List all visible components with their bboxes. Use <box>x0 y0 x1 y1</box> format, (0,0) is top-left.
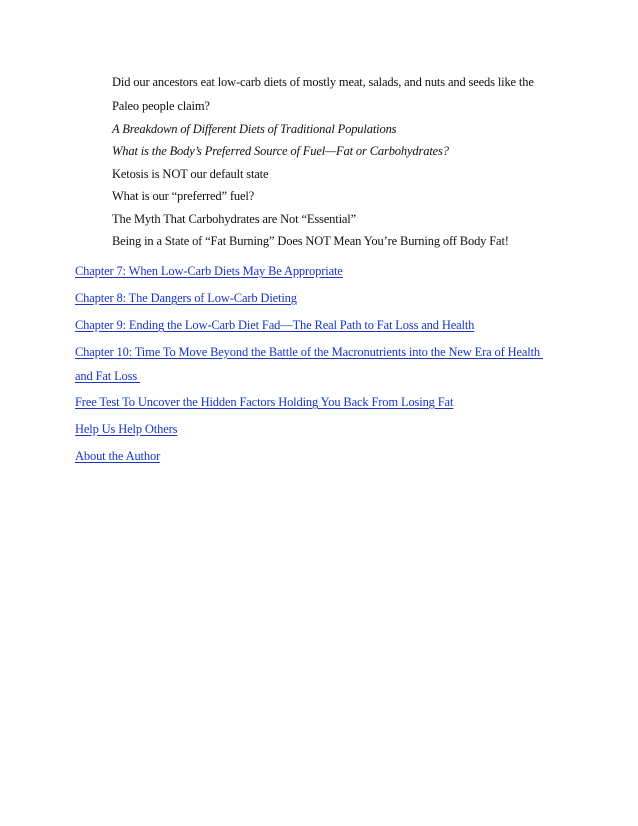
toc-subsection: Paleo people claim? <box>112 99 210 113</box>
toc-subsection: Did our ancestors eat low-carb diets of mostly meat, salads, and nuts and seeds like the <box>112 75 534 89</box>
toc-link-free-test[interactable]: Free Test To Uncover the Hidden Factors Holding You Back From Losing Fat <box>75 395 454 409</box>
toc-subsection: What is our “preferred” fuel? <box>112 189 255 203</box>
toc-link-chapter-8[interactable]: Chapter 8: The Dangers of Low-Carb Dieting <box>75 291 297 305</box>
toc-subsection: The Myth That Carbohydrates are Not “Essential” <box>112 212 357 226</box>
toc-link-chapter-10[interactable]: Chapter 10: Time To Move Beyond the Battle of the Macronutrients into the New Era of Health <box>75 345 543 359</box>
toc-subsection: A Breakdown of Different Diets of Traditional Populations <box>112 122 397 136</box>
toc-link-chapter-9[interactable]: Chapter 9: Ending the Low-Carb Diet Fad—The Real Path to Fat Loss and Health <box>75 318 475 332</box>
toc-link-about-author[interactable]: About the Author <box>75 449 161 463</box>
toc-subsection: What is the Body’s Preferred Source of Fuel—Fat or Carbohydrates? <box>112 144 449 158</box>
toc-link-help-us[interactable]: Help Us Help Others <box>75 422 178 436</box>
toc-link-chapter-10-continued[interactable]: and Fat Loss <box>75 369 141 383</box>
toc-subsection: Being in a State of “Fat Burning” Does NOT Mean You’re Burning off Body Fat! <box>112 234 509 248</box>
toc-subsection: Ketosis is NOT our default state <box>112 167 269 181</box>
toc-link-chapter-7[interactable]: Chapter 7: When Low-Carb Diets May Be Appropriate <box>75 264 343 278</box>
